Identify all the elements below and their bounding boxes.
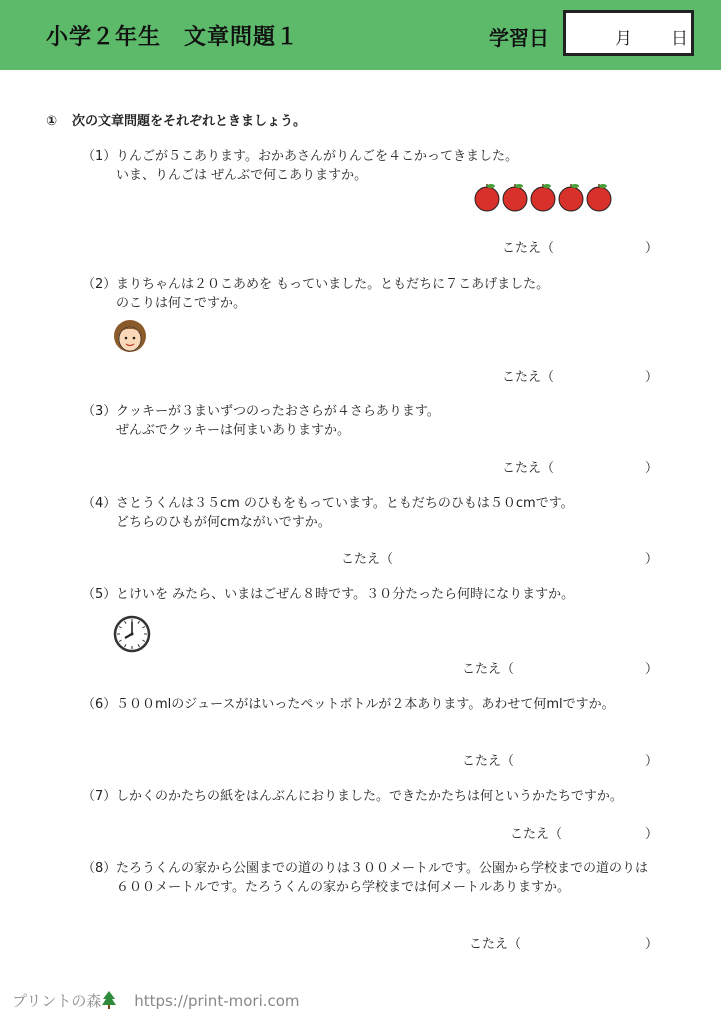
question-number: （4） bbox=[82, 496, 117, 511]
question-text: まりちゃんは２０こあめを もっていました。ともだちに７こあげました。 bbox=[116, 277, 550, 292]
footer bbox=[12, 990, 300, 1011]
answer-box-6[interactable] bbox=[462, 750, 658, 769]
answer-box-4[interactable] bbox=[341, 548, 658, 567]
instruction-number: ① bbox=[46, 114, 58, 129]
question-text: しかくのかたちの紙をはんぶんにおりました。できたかたちは何というかたちですか。 bbox=[116, 789, 623, 804]
question-number: （1） bbox=[82, 149, 117, 164]
apple-icon bbox=[531, 184, 555, 211]
question-4 bbox=[82, 494, 574, 532]
girl-icon bbox=[112, 318, 148, 354]
month-label: 月 bbox=[615, 29, 632, 49]
header-bar bbox=[0, 0, 721, 70]
answer-label: こたえ（ bbox=[462, 662, 515, 677]
answer-close: ） bbox=[644, 662, 658, 677]
question-text: どちらのひもが何cmながいですか。 bbox=[116, 515, 331, 530]
answer-close: ） bbox=[644, 754, 658, 769]
answer-close: ） bbox=[644, 241, 658, 256]
apples-illustration bbox=[474, 182, 614, 212]
apple-icon bbox=[475, 184, 499, 211]
question-number: （2） bbox=[82, 277, 117, 292]
answer-close: ） bbox=[644, 461, 658, 476]
answer-label: こたえ（ bbox=[502, 241, 555, 256]
apple-icon bbox=[587, 184, 611, 211]
question-text: ５００mlのジュースがはいったペットボトルが２本あります。あわせて何mlですか。 bbox=[116, 697, 615, 712]
answer-close: ） bbox=[644, 937, 658, 952]
answer-label: こたえ（ bbox=[502, 370, 555, 385]
question-text: いま、りんごは ぜんぶで何こありますか。 bbox=[116, 168, 368, 183]
day-label: 日 bbox=[671, 29, 688, 49]
apple-icon bbox=[503, 184, 527, 211]
question-text: たろうくんの家から公園までの道のりは３００メートルです。公園から学校までの道のりは bbox=[116, 861, 648, 876]
question-number: （7） bbox=[82, 789, 117, 804]
instruction bbox=[46, 110, 306, 129]
answer-label: こたえ（ bbox=[462, 754, 515, 769]
date-label: 学習日 bbox=[489, 26, 549, 50]
site-name: プリントの森 bbox=[12, 992, 102, 1010]
question-text: とけいを みたら、いまはごぜん８時です。３０分たったら何時になりますか。 bbox=[116, 587, 575, 602]
question-8 bbox=[82, 859, 648, 897]
answer-label: こたえ（ bbox=[502, 461, 555, 476]
question-2 bbox=[82, 275, 549, 313]
answer-label: こたえ（ bbox=[341, 552, 394, 567]
answer-close: ） bbox=[644, 827, 658, 842]
clock-icon bbox=[113, 615, 151, 653]
question-text: りんごが５こあります。おかあさんがりんごを４こかってきました。 bbox=[116, 149, 518, 164]
answer-label: こたえ（ bbox=[469, 937, 522, 952]
question-number: （8） bbox=[82, 861, 117, 876]
question-number: （5） bbox=[82, 587, 117, 602]
answer-box-3[interactable] bbox=[502, 457, 658, 476]
answer-close: ） bbox=[644, 370, 658, 385]
answer-box-1[interactable] bbox=[502, 237, 658, 256]
question-5 bbox=[82, 585, 574, 604]
question-3 bbox=[82, 402, 440, 440]
tree-icon bbox=[101, 991, 117, 1009]
question-text: ぜんぶでクッキーは何まいありますか。 bbox=[116, 423, 351, 438]
page-title: 小学２年生 文章問題１ bbox=[46, 25, 300, 50]
question-6 bbox=[82, 695, 615, 714]
instruction-text: 次の文章問題をそれぞれときましょう。 bbox=[72, 114, 307, 129]
question-1 bbox=[82, 147, 518, 185]
question-text: ６００メートルです。たろうくんの家から学校までは何メートルありますか。 bbox=[116, 880, 570, 895]
question-number: （3） bbox=[82, 404, 117, 419]
question-7 bbox=[82, 787, 623, 806]
date-box bbox=[563, 10, 694, 56]
answer-label: こたえ（ bbox=[510, 827, 563, 842]
question-text: クッキーが３まいずつのったおさらが４さらあります。 bbox=[116, 404, 440, 419]
apple-icon bbox=[559, 184, 583, 211]
question-number: （6） bbox=[82, 697, 117, 712]
answer-box-2[interactable] bbox=[502, 366, 658, 385]
question-text: さとうくんは３５cm のひもをもっています。ともだちのひもは５０cmです。 bbox=[116, 496, 574, 511]
question-text: のこりは何こですか。 bbox=[116, 296, 247, 311]
answer-box-5[interactable] bbox=[462, 658, 658, 677]
answer-close: ） bbox=[644, 552, 658, 567]
answer-box-7[interactable] bbox=[510, 823, 658, 842]
answer-box-8[interactable] bbox=[469, 933, 658, 952]
site-url[interactable]: https://print-mori.com bbox=[134, 992, 300, 1010]
